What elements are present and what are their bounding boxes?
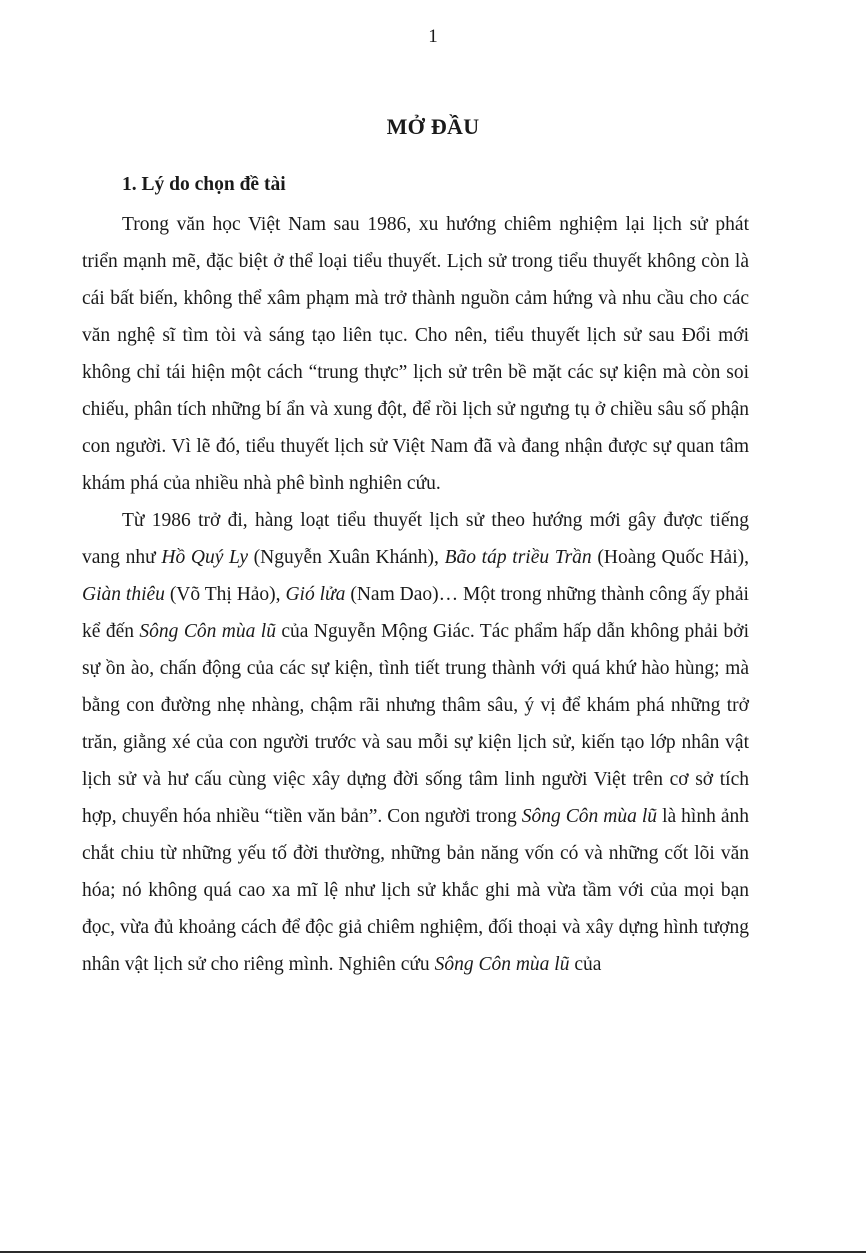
book-title: Sông Côn mùa lũ bbox=[139, 621, 276, 642]
text-span: (Nam Dao)… Một trong những thành công ấy phải kể đến bbox=[82, 584, 749, 642]
paragraph-1: Trong văn học Việt Nam sau 1986, xu hướng chiêm nghiệm lại lịch sử phát triển mạnh mẽ, đặc biệt ở thể loại tiểu thuyết. Lịch sử trong tiểu thuyết không còn là cái bất biến, không thể xâm phạm mà trở thành nguồn cảm hứng và nhu cầu cho các văn nghệ sĩ tìm tòi và sáng tạo liên tục. Cho nên, tiểu thuyết lịch sử sau Đổi mới không chỉ tái hiện một cách “trung thực” lịch sử trên bề mặt các sự kiện mà còn soi chiếu, phân tích những bí ẩn và xung đột, để rồi lịch sử ngưng tụ ở chiều sâu số phận con người. Vì lẽ đó, tiểu thuyết lịch sử Việt Nam đã và đang nhận được sự quan tâm khám phá của nhiều nhà phê bình nghiên cứu. bbox=[82, 214, 749, 494]
paragraph-2 bbox=[82, 502, 749, 983]
text-span: Từ 1986 trở đi, hàng loạt tiểu thuyết lịch sử theo hướng mới gây được tiếng vang như bbox=[82, 510, 749, 568]
text-span: là hình ảnh chắt chiu từ những yếu tố đời thường, những bản năng vốn có và những cốt lõi văn hóa; nó không quá cao xa mĩ lệ như lịch sử khắc ghi mà vừa tầm với của mọi bạn đọc, vừa đủ khoảng cách để độc giả chiêm nghiệm, đối thoại và xây dựng hình tượng nhân vật lịch sử cho riêng mình. Nghiên cứu bbox=[82, 806, 749, 975]
text-span: (Hoàng Quốc Hải), bbox=[591, 547, 749, 568]
text-span: (Nguyễn Xuân Khánh), bbox=[247, 547, 445, 568]
page-heading: MỞ ĐẦU bbox=[386, 114, 480, 139]
book-title: Bão táp triều Trần bbox=[444, 547, 592, 568]
section-title: 1. Lý do chọn đề tài bbox=[122, 174, 286, 195]
text-span: của bbox=[569, 954, 602, 975]
page-number: 1 bbox=[428, 26, 438, 47]
body-text bbox=[82, 206, 749, 983]
book-title: Giàn thiêu bbox=[82, 584, 165, 605]
book-title: Gió lửa bbox=[285, 584, 346, 605]
book-title: Sông Côn mùa lũ bbox=[434, 954, 570, 975]
text-span: (Võ Thị Hảo), bbox=[164, 584, 286, 605]
book-title: Hồ Quý Ly bbox=[161, 547, 248, 568]
text-span: của Nguyễn Mộng Giác. Tác phẩm hấp dẫn không phải bởi sự ồn ào, chấn động của các sự kiện, tình tiết trung thành với quá khứ hào hùng; mà bằng con đường nhẹ nhàng, chậm rãi nhưng thâm sâu, ý vị để khám phá những trở trăn, giằng xé của con người trước và sau mỗi sự kiện lịch sử, kiến tạo lớp nhân vật lịch sử và hư cấu cùng việc xây dựng đời sống tâm linh người Việt trên cơ sở tích hợp, chuyển hóa nhiều “tiền văn bản”. Con người trong bbox=[82, 621, 749, 827]
book-title: Sông Côn mùa lũ bbox=[521, 806, 658, 827]
